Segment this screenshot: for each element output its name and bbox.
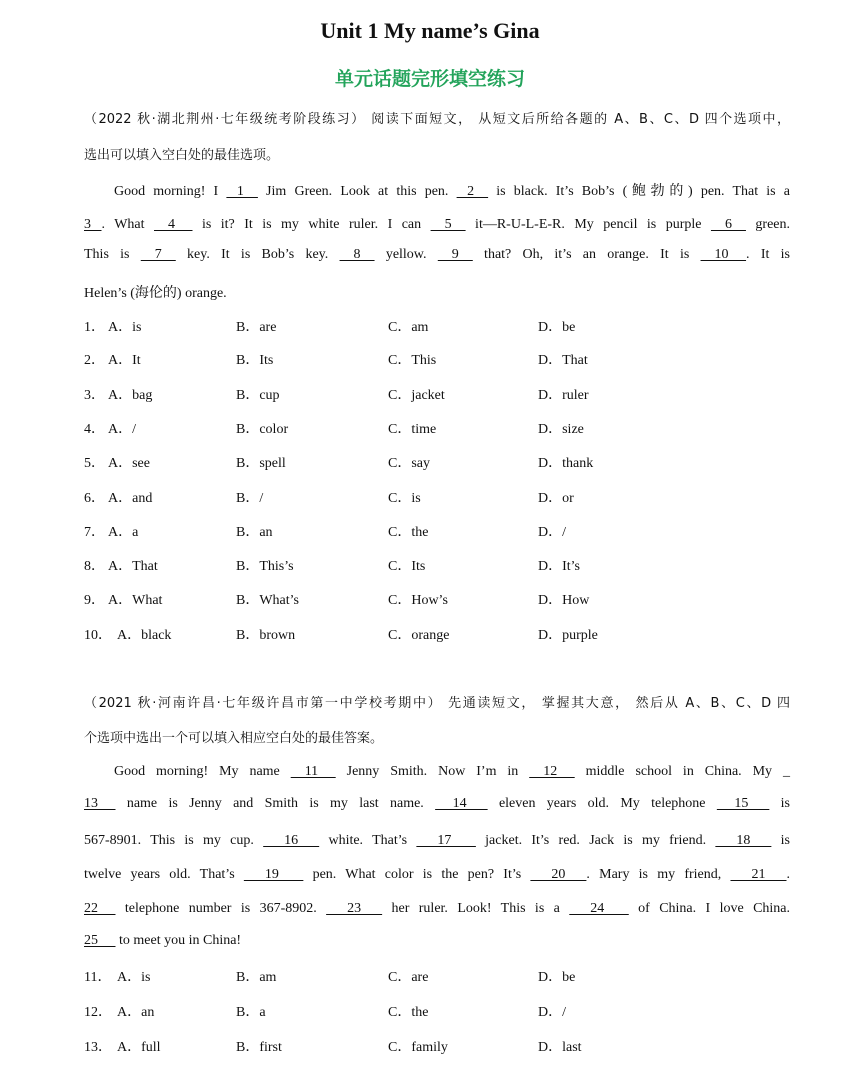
blank-12: 12: [529, 764, 575, 779]
blank-24: 24: [569, 901, 629, 916]
question-row: [84, 589, 790, 609]
section1-instruction-cont: 选出可以填入空白处的最佳选项。: [84, 148, 280, 163]
question-number: 5．: [84, 456, 105, 471]
passage2-line: twelve years old. That’s 19 pen. What color is the pen? It’s 20 . Mary is my friend, 21 .: [84, 867, 790, 882]
blank-25: 25: [84, 933, 116, 948]
option-c[interactable]: C．orange: [388, 628, 450, 643]
section1-instruction: （2022 秋·湖北荆州·七年级统考阶段练习） 阅读下面短文， 从短文后所给各题的 A、B、C、D 四个选项中，: [84, 112, 790, 127]
passage2-line: 567-8901. This is my cup. 16 white. That’s 17 jacket. It’s red. Jack is my friend. 18 is: [84, 833, 790, 848]
option-b[interactable]: B．am: [236, 970, 277, 985]
blank-22: 22: [84, 901, 116, 916]
option-d[interactable]: D．thank: [538, 456, 594, 471]
option-b[interactable]: B．cup: [236, 388, 280, 403]
question-row: [84, 624, 790, 644]
passage2-line: 13 name is Jenny and Smith is my last name. 14 eleven years old. My telephone 15 is: [84, 796, 790, 811]
question-number: 9．: [84, 593, 105, 608]
option-c[interactable]: C．time: [388, 422, 437, 437]
option-c[interactable]: C．am: [388, 320, 429, 335]
option-a[interactable]: A．/: [108, 422, 136, 437]
option-a[interactable]: A．bag: [108, 388, 153, 403]
question-number: 6．: [84, 491, 105, 506]
passage2-line: 25 to meet you in China!: [84, 933, 242, 948]
question-number: 7．: [84, 525, 105, 540]
question-row: [84, 452, 790, 472]
question-row: [84, 966, 790, 986]
question-number: 2．: [84, 353, 105, 368]
option-c[interactable]: C．This: [388, 353, 437, 368]
page-subtitle: 单元话题完形填空练习: [334, 68, 525, 90]
option-a[interactable]: A．an: [117, 1005, 155, 1020]
section1-source: （2022 秋·湖北荆州·七年级统考阶段练习）: [84, 112, 366, 127]
blank-2: 2: [456, 184, 489, 199]
blank-15: 15: [716, 796, 770, 811]
blank-14: 14: [435, 796, 488, 811]
option-d[interactable]: D．/: [538, 1005, 566, 1020]
page-title: Unit 1 My name’s Gina: [320, 18, 540, 43]
blank-19: 19: [243, 867, 304, 882]
blank-3: 3: [84, 217, 102, 232]
option-a[interactable]: A．a: [108, 525, 139, 540]
option-c[interactable]: C．jacket: [388, 388, 445, 403]
question-row: [84, 521, 790, 541]
passage1-line: Helen’s (海伦的) orange.: [84, 286, 227, 301]
blank-1: 1: [226, 184, 258, 199]
blank-11: 11: [290, 764, 336, 779]
option-b[interactable]: B．What’s: [236, 593, 299, 608]
option-a[interactable]: A．black: [117, 628, 172, 643]
option-c[interactable]: C．Its: [388, 559, 426, 574]
question-number: 1．: [84, 320, 105, 335]
blank-6: 6: [710, 217, 746, 232]
option-d[interactable]: D．/: [538, 525, 566, 540]
question-row: [84, 316, 790, 336]
blank-23: 23: [326, 901, 383, 916]
option-d[interactable]: D．be: [538, 320, 576, 335]
blank-13: 13: [84, 796, 116, 811]
question-row: [84, 384, 790, 404]
question-number: 10．: [84, 628, 112, 643]
option-b[interactable]: B．spell: [236, 456, 286, 471]
option-b[interactable]: B．Its: [236, 353, 274, 368]
option-b[interactable]: B．first: [236, 1040, 282, 1055]
option-b[interactable]: B．brown: [236, 628, 296, 643]
option-c[interactable]: C．is: [388, 491, 421, 506]
option-a[interactable]: A．full: [117, 1040, 161, 1055]
blank-16: 16: [263, 833, 320, 848]
question-number: 11．: [84, 970, 112, 985]
option-a[interactable]: A．That: [108, 559, 158, 574]
option-d[interactable]: D．last: [538, 1040, 582, 1055]
passage1-line: This is 7 key. It is Bob’s key. 8 yellow. 9 that? Oh, it’s an orange. It is 10 . It is: [84, 247, 790, 262]
question-number: 12．: [84, 1005, 112, 1020]
question-row: [84, 1036, 790, 1056]
question-row: [84, 555, 790, 575]
question-row: [84, 418, 790, 438]
option-c[interactable]: C．the: [388, 525, 429, 540]
option-c[interactable]: C．say: [388, 456, 430, 471]
blank-17: 17: [416, 833, 476, 848]
blank-18: 18: [715, 833, 772, 848]
option-c[interactable]: C．How’s: [388, 593, 448, 608]
question-number: 4．: [84, 422, 105, 437]
option-c[interactable]: C．family: [388, 1040, 448, 1055]
question-number: 13．: [84, 1040, 112, 1055]
passage2-line: Good morning! My name 11 Jenny Smith. Now I’m in 12 middle school in China. My _: [114, 764, 790, 779]
blank-20: 20: [530, 867, 587, 882]
blank-5: 5: [430, 217, 466, 232]
passage1-line: Good morning! I 1 Jim Green. Look at this pen. 2 is black. It’s Bob’s (鲍勃的) pen. That is a: [114, 184, 790, 199]
option-a[interactable]: A．is: [117, 970, 151, 985]
option-c[interactable]: C．are: [388, 970, 429, 985]
option-d[interactable]: D．size: [538, 422, 584, 437]
option-d[interactable]: D．be: [538, 970, 576, 985]
option-b[interactable]: B．This’s: [236, 559, 294, 574]
option-d[interactable]: D．How: [538, 593, 590, 608]
option-b[interactable]: B．a: [236, 1005, 266, 1020]
option-b[interactable]: B．an: [236, 525, 273, 540]
section2-source: （2021 秋·河南许昌·七年级许昌市第一中学校考期中）: [84, 696, 443, 711]
blank-21: 21: [730, 867, 787, 882]
option-a[interactable]: A．is: [108, 320, 142, 335]
option-d[interactable]: D．ruler: [538, 388, 589, 403]
question-number: 3．: [84, 388, 105, 403]
option-d[interactable]: D．It’s: [538, 559, 580, 574]
option-a[interactable]: A．see: [108, 456, 150, 471]
section2-instruction: （2021 秋·河南许昌·七年级许昌市第一中学校考期中） 先通读短文， 掌握其大意， 然后从 A、B、C、D 四: [84, 696, 790, 711]
question-row: [84, 1001, 790, 1021]
option-d[interactable]: D．or: [538, 491, 574, 506]
passage2-line: 22 telephone number is 367-8902. 23 her ruler. Look! This is a 24 of China. I love China.: [84, 901, 791, 916]
blank-8: 8: [339, 247, 375, 262]
option-b[interactable]: B．are: [236, 320, 277, 335]
option-c[interactable]: C．the: [388, 1005, 429, 1020]
option-d[interactable]: D．That: [538, 353, 588, 368]
option-a[interactable]: A．and: [108, 491, 153, 506]
option-b[interactable]: B．color: [236, 422, 289, 437]
blank-10: 10: [700, 247, 747, 262]
option-a[interactable]: A．It: [108, 353, 141, 368]
question-row: [84, 487, 790, 507]
option-d[interactable]: D．purple: [538, 628, 598, 643]
blank-7: 7: [140, 247, 176, 262]
question-number: 8．: [84, 559, 105, 574]
passage1-line: 3 . What 4 is it? It is my white ruler. I can 5 it—R-U-L-E-R. My pencil is purple 6 green.: [84, 217, 791, 232]
question-row: [84, 349, 790, 369]
option-a[interactable]: A．What: [108, 593, 163, 608]
blank-4: 4: [154, 217, 193, 232]
option-b[interactable]: B．/: [236, 491, 264, 506]
blank-9: 9: [437, 247, 473, 262]
section2-instruction-cont: 个选项中选出一个可以填入相应空白处的最佳答案。: [84, 731, 384, 746]
